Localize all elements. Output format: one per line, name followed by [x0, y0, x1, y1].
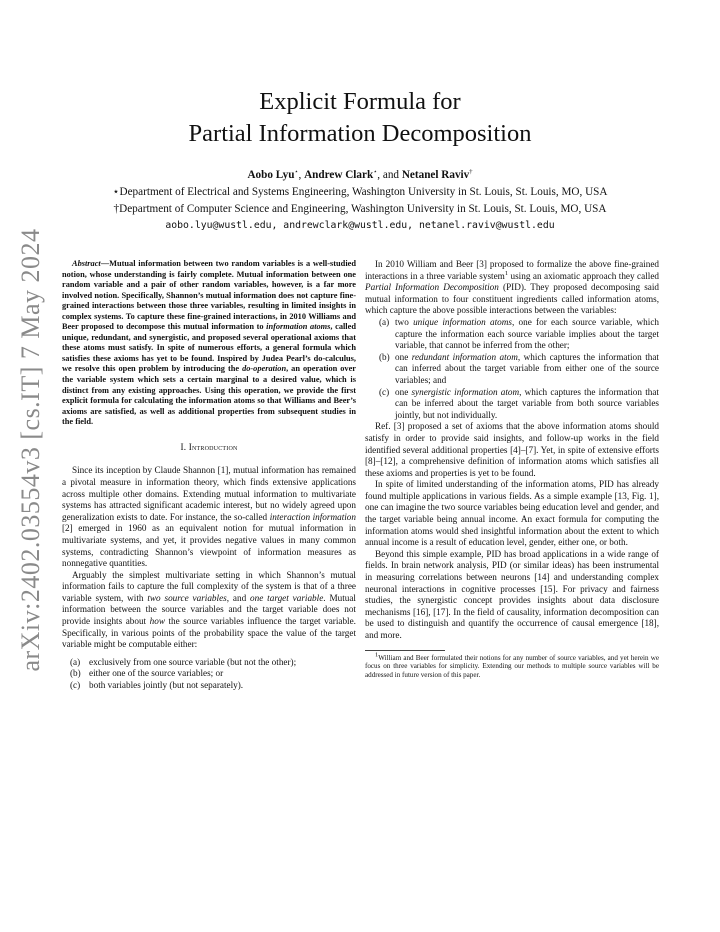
- list-item: [70, 657, 356, 669]
- list-item-label: (c): [379, 386, 390, 397]
- title-line-2: Partial Information Decomposition: [188, 120, 532, 147]
- intro-p2-text-2: , and: [226, 592, 251, 603]
- list-item-label: (b): [70, 668, 81, 679]
- paper-title: [60, 86, 660, 150]
- abstract-text-1: —Mutual information between two random variables is a well-studied notion, whose understanding is fairly complete. Mutual information between one random variable and a pair of other random variables, however, is a far more involved notion. Specifically, Shannon’s mutual information does not capture fine-grained interactions between those three variables, resulting in limited insights in complex systems. To capture these fine-grained interactions, in 2010 Williams and Beer proposed to decompose this mutual information to: [62, 259, 356, 332]
- list-item-text: either one of the source variables; or: [89, 668, 224, 679]
- footnote-ref: 1: [504, 269, 509, 277]
- section-number: I.: [180, 441, 189, 452]
- right-p1-text-1: In 2010 William and Beer [3] proposed to formalize the above fine-grained interactions in a three variable system: [365, 259, 659, 281]
- author-list: [60, 168, 660, 183]
- list-item-text-1: one: [395, 386, 412, 397]
- section-heading-introduction: [62, 442, 356, 454]
- right-p1-text-2: using an axiomatic approach they called: [508, 270, 659, 281]
- abstract-text-2: , called unique, redundant, and synergistic, and proposed several operational axioms that these atoms must satisfy. In spite of numerous efforts, a general formula which satisfies these axioms has yet to be found. Inspired by Judea Pearl’s do-calculus, we resolve this open problem by introducing the: [62, 322, 356, 374]
- list-item: [379, 352, 659, 387]
- left-column: [62, 259, 356, 692]
- list-item-em: redundant information atom: [411, 351, 518, 362]
- list-item-label: (b): [379, 351, 390, 362]
- list-item-text-2: , one for each source variable, which capture the information each source variable implies about the target variable, that cannot be inferred from the other;: [395, 316, 659, 351]
- intro-p1-rest: [2] emerged in 1960 as an equivalent notion for mutual information in multivariate systems, and yet, it provides negative values in many common systems, contradicting Shannon’s viewpoint of information measures as nonnegative quantities.: [62, 523, 356, 569]
- right-p1-em: Partial Information Decomposition: [365, 282, 499, 293]
- author-emails: aobo.lyu@wustl.edu, andrewclark@wustl.edu, netanel.raviv@wustl.edu: [165, 220, 555, 231]
- right-paragraph-4: Beyond this simple example, PID has broad applications in a wide range of fields. In brain network analysis, PID (or similar ideas) has been instrumental in measuring correlations between neurons [14] and understanding complex neuronal interactions in cognitive processes [15]. For privacy and fairness studies, the synergistic concept provides insights about data disclosure mechanisms [16], [17]. In the field of causality, information decomposition can be used to distinguish and quantify the occurrence of causal emergence [18], and more.: [365, 548, 659, 640]
- title-line-1: Explicit Formula for: [259, 88, 461, 115]
- intro-p1-em: interaction information: [269, 511, 356, 522]
- intro-p2-text-3: . Mutual information between the source variables and the target variable does not provide insights about: [62, 592, 356, 627]
- intro-p1-text: Since its inception by Claude Shannon [1], mutual information has remained a pivotal measure in information theory, which finds extensive applications across multiple other domains. Extending mutual information to multivariate systems has attracted significant academic interest, but no widely agreed upon generalization exists to date. For instance, the so-called: [62, 465, 356, 522]
- intro-p2-em-1: two source variables: [147, 592, 227, 603]
- list-item-text: both variables jointly (but not separately).: [89, 680, 244, 691]
- computability-list: [62, 657, 356, 692]
- right-column: [365, 259, 659, 679]
- abstract-em-do-operation: do-operation: [242, 364, 287, 374]
- right-paragraph-1: [365, 259, 659, 317]
- footnote: [365, 651, 659, 680]
- intro-p2-text-4: the source variables influence the target variable. Specifically, in various points of the probability space the value of the target variable might be computable either:: [62, 616, 356, 650]
- author-sep-2: , and: [377, 169, 402, 181]
- list-item-text-2: , which captures the information that can inferred about the target variable from either one of the source variables; and: [395, 351, 659, 385]
- list-item-text-1: one: [395, 351, 412, 362]
- author-sep-1: ,: [298, 169, 305, 181]
- affiliation-2: †Department of Computer Science and Engineering, Washington University in St. Louis, St. Louis, MO, USA: [113, 203, 607, 215]
- author-1: Aobo Lyu: [247, 169, 295, 181]
- information-atoms-list: [365, 317, 659, 421]
- intro-p2-em-3: how: [149, 616, 165, 627]
- abstract-label: Abstract: [72, 259, 101, 268]
- author-3-mark: †: [469, 168, 473, 176]
- abstract: [62, 259, 356, 428]
- list-item-label: (a): [70, 656, 81, 667]
- right-p1-text-3: (PID). They proposed decomposing said mutual information to four constituent ingredients called information atoms, which capture the above possible interactions between the variables:: [365, 282, 660, 316]
- right-paragraph-2: Ref. [3] proposed a set of axioms that the above information atoms should satisfy in order to provide said insights, and follow-up works in the field identified several additional properties [4]–[7]. Yet, in spite of extensive efforts [8]–[12], a comprehensive definition of information atoms which satisfies all these axioms and properties is yet to be found.: [365, 421, 659, 478]
- author-1-mark: ⋆: [294, 168, 299, 176]
- author-2-mark: ⋆: [373, 168, 378, 176]
- list-item-label: (c): [70, 680, 81, 691]
- arxiv-watermark: [14, 230, 48, 670]
- list-item-label: (a): [379, 316, 390, 327]
- list-item-text-2: , which captures the information that can be inferred about the target variable from both source variables jointly, but not individually.: [395, 386, 659, 420]
- list-item-em: synergistic information atom: [411, 386, 520, 397]
- abstract-text-3: , an operation over the variable system which sets a certain marginal to a desired value, which is distinct from any existing approaches. Using this operation, we provide the first explicit formula for calculating the information atoms so that Williams and Beer’s axioms are satisfied, as well as additional properties from subsequent studies in the field.: [62, 364, 356, 427]
- arxiv-id: arXiv:2402.03554v3 [cs.IT] 7 May 2024: [16, 228, 45, 672]
- list-item: [70, 680, 356, 692]
- author-3: Netanel Raviv: [401, 169, 470, 181]
- footnote-text: William and Beer formulated their notions for any number of source variables, and yet herein we focus on three variables for simplicity. Extending our methods to multiple source variables will be addressed in future version of this paper.: [365, 653, 659, 679]
- affiliation-1: ⋆Department of Electrical and Systems Engineering, Washington University in St. Louis, St. Louis, MO, USA: [112, 186, 608, 198]
- list-item: [379, 387, 659, 422]
- list-item: [70, 668, 356, 680]
- intro-paragraph-2: [62, 570, 356, 651]
- list-item-text-1: two: [395, 316, 414, 327]
- abstract-em-information-atoms: information atoms: [266, 322, 331, 332]
- list-item-text: exclusively from one source variable (but not the other);: [89, 656, 297, 667]
- right-paragraph-3: In spite of limited understanding of the information atoms, PID has already found multiple applications in various fields. As a simple example [13, Fig. 1], one can imagine the two source variables being education level and gender, and the target variable being annual income. An exact formula for computing the information atoms would shed insightful information about the extent to which annual income is a result of education level, gender, either one, or both.: [365, 479, 659, 548]
- footnote-mark: 1: [375, 651, 379, 659]
- intro-p2-text-1: Arguably the simplest multivariate setting in which Shannon’s mutual information fails to capture the full complexity of the system is that of a three variable system, with: [62, 569, 356, 603]
- list-item: [379, 317, 659, 352]
- author-2: Andrew Clark: [304, 169, 374, 181]
- section-title: Introduction: [188, 441, 238, 452]
- list-item-em: unique information atoms: [413, 316, 512, 327]
- intro-paragraph-1: [62, 465, 356, 569]
- intro-p2-em-2: one target variable: [250, 592, 324, 603]
